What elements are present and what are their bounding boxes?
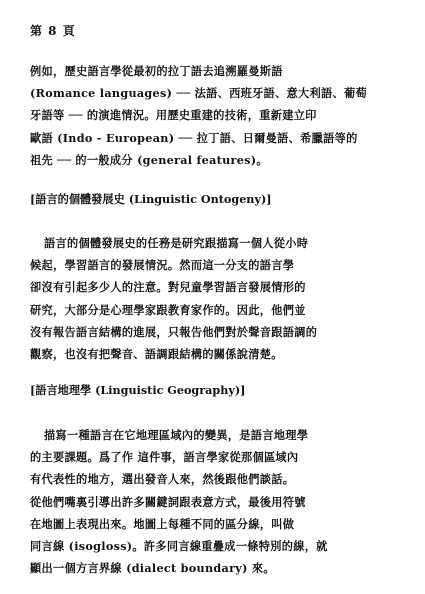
section-heading-ontogeny: [語言的個體發展史 (Linguistic Ontogeny)]: [30, 192, 272, 206]
text-line: 歐語 (Indo - European) ── 拉丁語、日爾曼語、希臘語等的: [30, 130, 358, 145]
text-line: 從他們嘴裏引導出許多關鍵詞跟表意方式，最後用符號: [30, 494, 306, 509]
text-line: 同言線 (isogloss)。許多同言線重疊成一條特別的線，就: [30, 539, 328, 554]
geography-paragraph: [30, 424, 410, 579]
ontogeny-paragraph: [30, 232, 410, 365]
text-line: (Romance languages) ── 法語、西班牙語、意大利語、葡萄: [30, 86, 367, 101]
text-line: 祖先 ── 的一般成分 (general features)。: [30, 152, 268, 167]
text-line: 的主要課題。爲了作 這件事，語言學家從那個區域內: [30, 450, 299, 465]
text-line: 牙語等 ── 的演進情況。用歷史重建的技術，重新建立印: [30, 108, 317, 123]
text-line: 描寫一種語言在它地理區域內的變異，是語言地理學: [44, 428, 309, 442]
page-number: 第 8 頁: [30, 24, 76, 38]
text-line: 候起，學習語言的發展情況。然而這一分支的語言學: [30, 258, 295, 273]
intro-paragraph: [30, 60, 410, 171]
text-line: 觀察，也沒有把聲音、語調跟結構的關係說清楚。: [30, 347, 283, 362]
text-line: 例如，歷史語言學從最初的拉丁語去追溯羅曼斯語: [30, 64, 283, 78]
text-line: 卻沒有引起多少人的注意。對兒童學習語言發展情形的: [30, 280, 306, 295]
text-line: 沒有報告語言結構的進展，只報告他們對於聲音跟語調的: [30, 324, 318, 339]
section-heading-geography: [語言地理學 (Linguistic Geography)]: [30, 383, 246, 397]
text-line: 有代表性的地方，選出發音人來，然後跟他們談話。: [30, 472, 295, 487]
text-line: 在地圖上表現出來。地圖上每種不同的區分線，叫做: [30, 516, 295, 531]
text-line: 研究，大部分是心理學家跟教育家作的。因此，他們並: [30, 302, 306, 317]
text-line: 顯出一個方言界線 (dialect boundary) 來。: [30, 561, 275, 576]
text-line: 語言的個體發展史的任務是研究跟描寫一個人從小時: [44, 236, 309, 250]
